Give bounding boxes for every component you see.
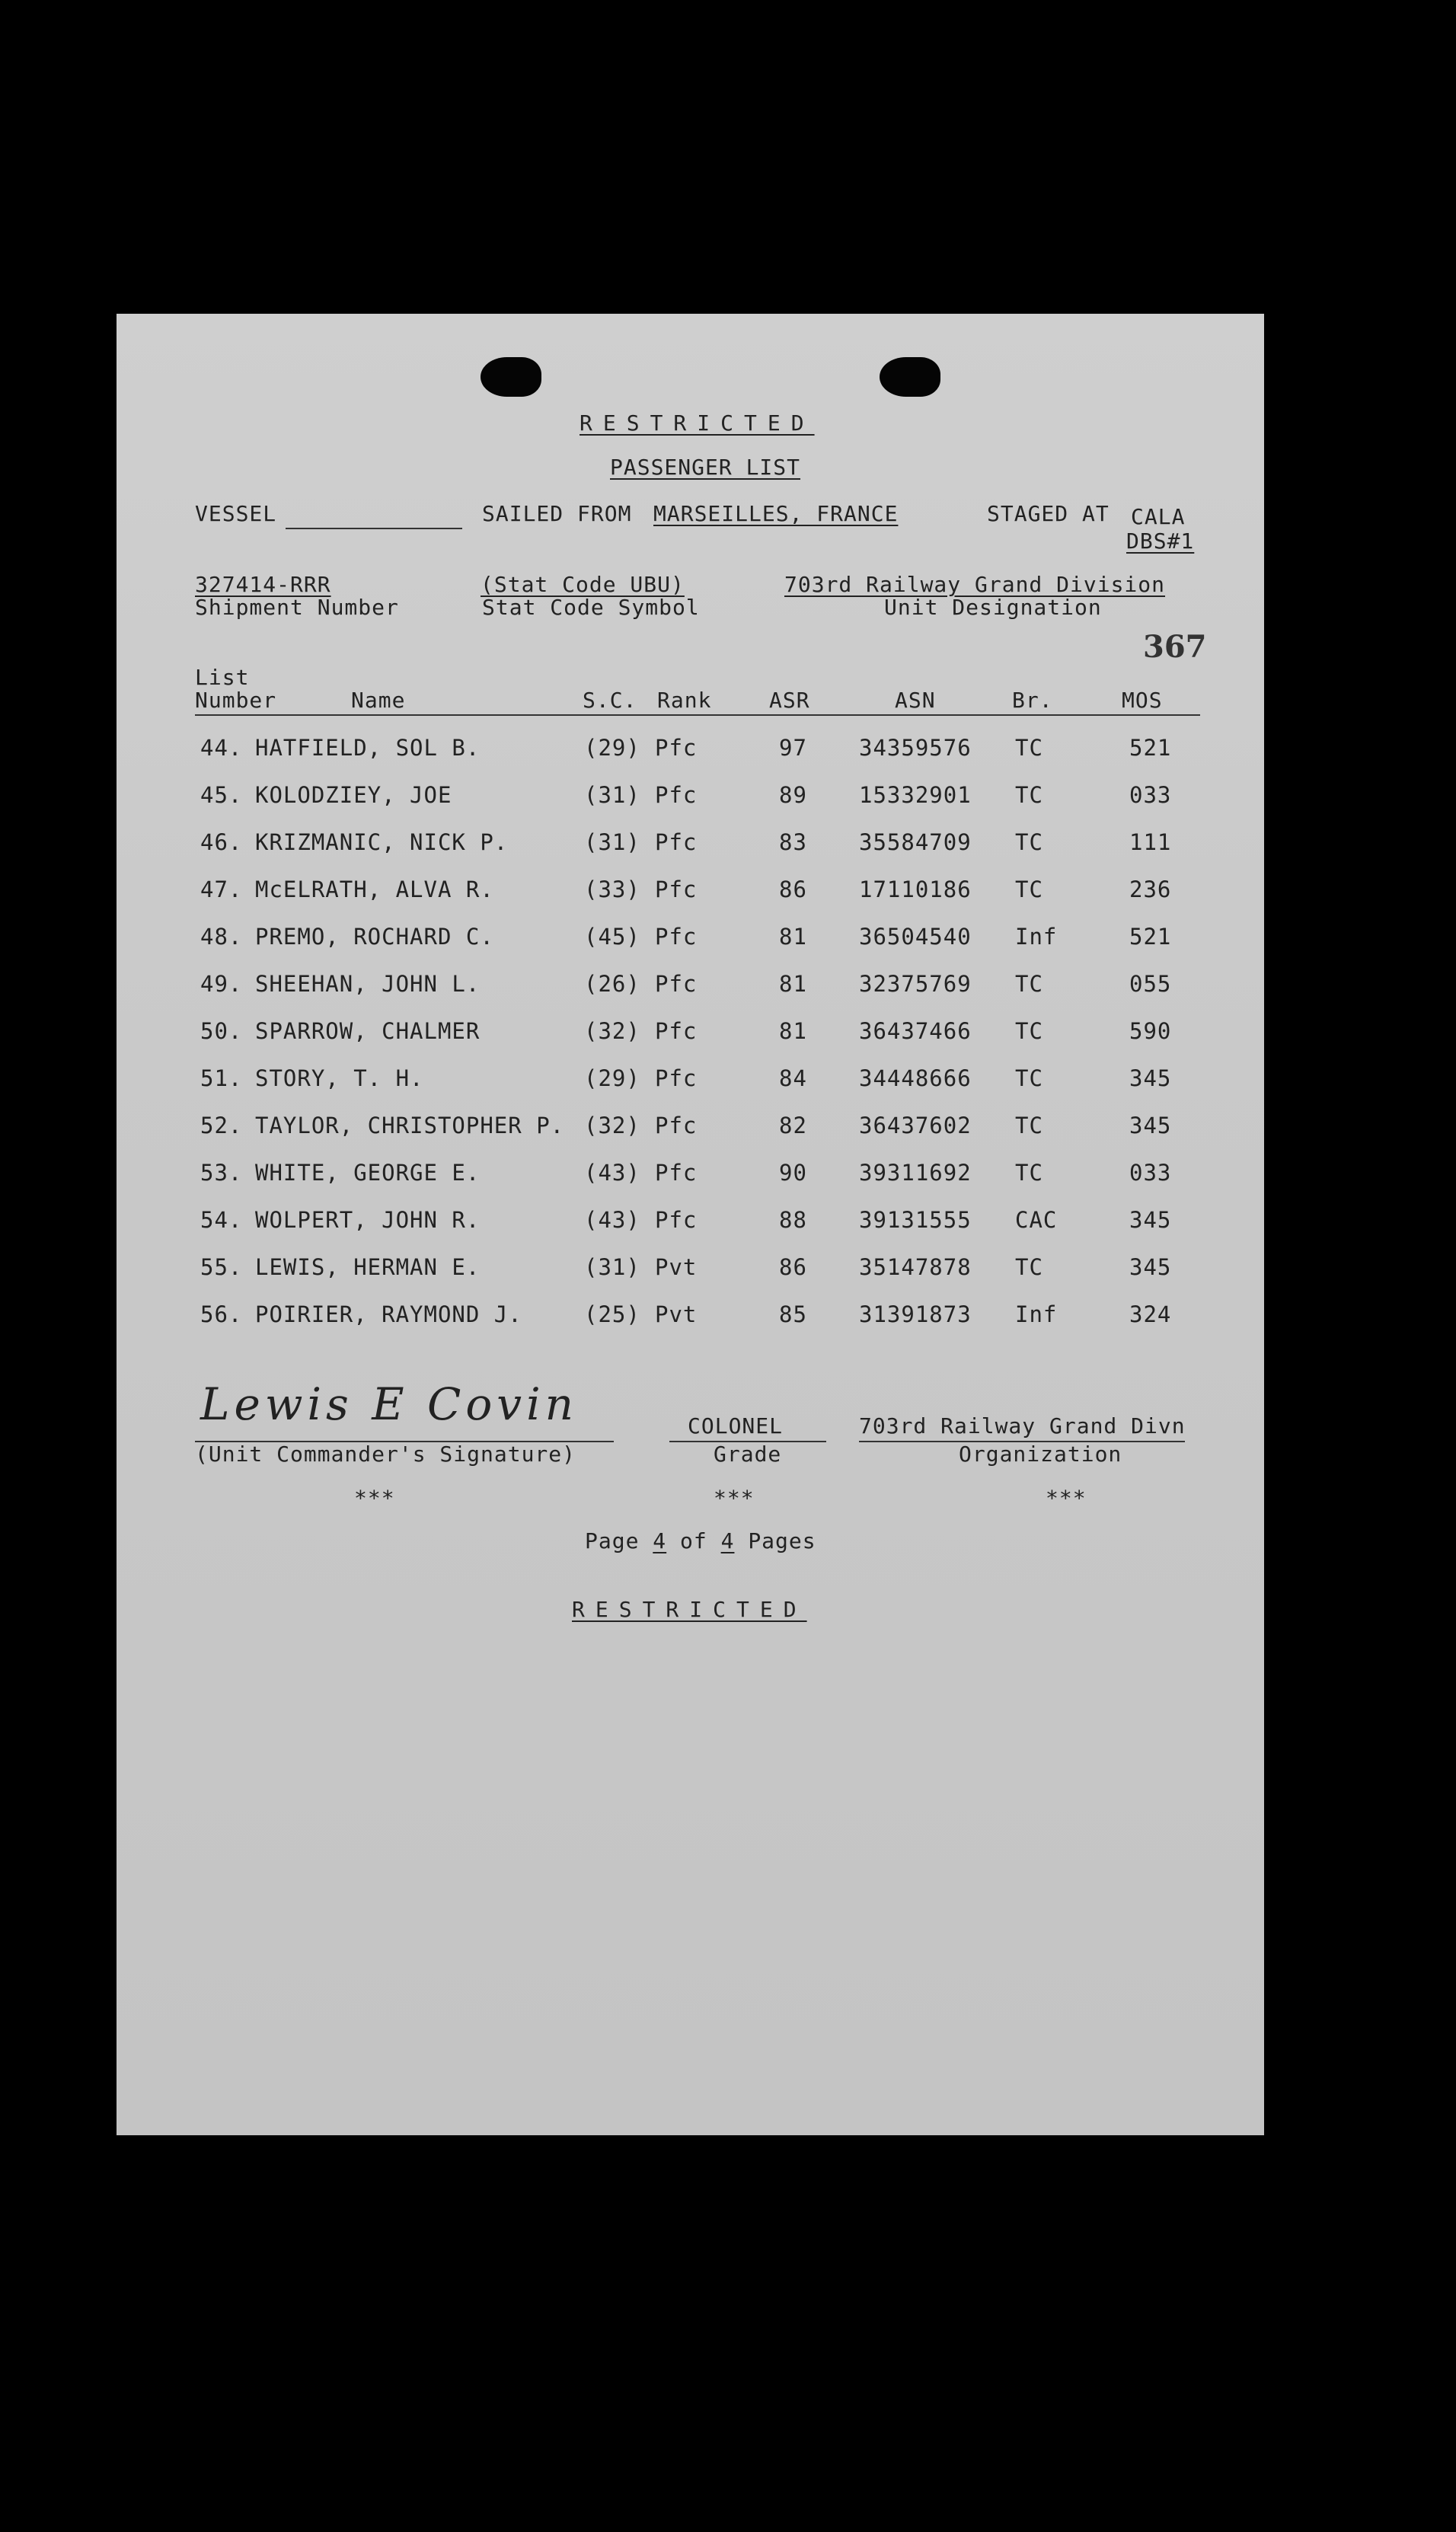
col-rank: Rank: [657, 688, 712, 713]
cell-list-number: 44.: [200, 735, 243, 761]
cell-br: TC: [1015, 1160, 1043, 1186]
cell-mos: 590: [1129, 1018, 1172, 1044]
restricted-header: RESTRICTED: [580, 410, 815, 436]
stars-right: ***: [1046, 1486, 1087, 1511]
cell-rank: Pfc: [655, 735, 698, 761]
page-current: 4: [653, 1528, 667, 1553]
page-suffix: Pages: [748, 1528, 816, 1553]
cell-br: TC: [1015, 782, 1043, 808]
cell-mos: 345: [1129, 1065, 1172, 1091]
cell-mos: 345: [1129, 1207, 1172, 1233]
staged-at-label: STAGED AT: [987, 501, 1110, 526]
cell-rank: Pfc: [655, 1065, 698, 1091]
cell-asn: 34359576: [859, 735, 972, 761]
unit-designation-label: Unit Designation: [884, 595, 1102, 620]
cell-asn: 36437466: [859, 1018, 972, 1044]
cell-asr: 84: [779, 1065, 807, 1091]
col-asr: ASR: [769, 688, 810, 713]
cell-rank: Pfc: [655, 971, 698, 997]
cell-asr: 86: [779, 1254, 807, 1280]
staged-at-value: CALA: [1131, 504, 1186, 529]
cell-list-number: 50.: [200, 1018, 243, 1044]
stars-left: ***: [354, 1486, 395, 1511]
cell-list-number: 45.: [200, 782, 243, 808]
cell-mos: 033: [1129, 1160, 1172, 1186]
cell-rank: Pvt: [655, 1254, 698, 1280]
cell-list-number: 47.: [200, 876, 243, 902]
cell-sc: (43): [584, 1160, 640, 1186]
table-row: [117, 1066, 1264, 1097]
cell-sc: (29): [584, 1065, 640, 1091]
cell-asn: 39311692: [859, 1160, 972, 1186]
cell-list-number: 53.: [200, 1160, 243, 1186]
cell-asn: 34448666: [859, 1065, 972, 1091]
cell-br: TC: [1015, 1113, 1043, 1138]
cell-br: TC: [1015, 735, 1043, 761]
cell-name: SPARROW, CHALMER: [255, 1018, 481, 1044]
grade-label: Grade: [714, 1442, 782, 1467]
cell-rank: Pfc: [655, 876, 698, 902]
document-page: [117, 314, 1264, 2135]
cell-mos: 236: [1129, 876, 1172, 902]
cell-list-number: 52.: [200, 1113, 243, 1138]
organization-label: Organization: [959, 1442, 1122, 1467]
cell-asr: 81: [779, 971, 807, 997]
table-row: [117, 877, 1264, 908]
cell-br: TC: [1015, 1065, 1043, 1091]
table-row: [117, 1113, 1264, 1144]
cell-asr: 83: [779, 829, 807, 855]
cell-asn: 15332901: [859, 782, 972, 808]
page-prefix: Page: [585, 1528, 640, 1553]
cell-name: TAYLOR, CHRISTOPHER P.: [255, 1113, 565, 1138]
cell-rank: Pfc: [655, 1160, 698, 1186]
document-title: PASSENGER LIST: [610, 455, 801, 480]
col-mos: MOS: [1122, 688, 1163, 713]
col-sc: S.C.: [583, 688, 637, 713]
unit-designation-value: 703rd Railway Grand Division: [784, 572, 1166, 597]
stars-center: ***: [714, 1486, 755, 1511]
cell-name: PREMO, ROCHARD C.: [255, 924, 494, 950]
cell-br: TC: [1015, 829, 1043, 855]
cell-rank: Pfc: [655, 829, 698, 855]
table-row: [117, 1255, 1264, 1285]
table-row: [117, 1161, 1264, 1191]
cell-asr: 85: [779, 1301, 807, 1327]
cell-asr: 97: [779, 735, 807, 761]
cell-list-number: 56.: [200, 1301, 243, 1327]
header-rule: [195, 714, 1200, 716]
organization-value: 703rd Railway Grand Divn: [859, 1413, 1186, 1438]
cell-rank: Pfc: [655, 924, 698, 950]
table-row: [117, 972, 1264, 1002]
col-list-number-line1: List: [195, 665, 250, 690]
cell-mos: 521: [1129, 924, 1172, 950]
cell-asn: 36504540: [859, 924, 972, 950]
cell-name: WHITE, GEORGE E.: [255, 1160, 481, 1186]
cell-asn: 35147878: [859, 1254, 972, 1280]
cell-mos: 033: [1129, 782, 1172, 808]
cell-asr: 82: [779, 1113, 807, 1138]
cell-asn: 35584709: [859, 829, 972, 855]
cell-asr: 81: [779, 924, 807, 950]
cell-rank: Pfc: [655, 1113, 698, 1138]
cell-asr: 88: [779, 1207, 807, 1233]
vessel-underline: [286, 528, 462, 529]
cell-mos: 111: [1129, 829, 1172, 855]
cell-mos: 345: [1129, 1254, 1172, 1280]
page-total: 4: [720, 1528, 735, 1553]
cell-sc: (43): [584, 1207, 640, 1233]
cell-asr: 86: [779, 876, 807, 902]
cell-name: HATFIELD, SOL B.: [255, 735, 481, 761]
restricted-footer: RESTRICTED: [572, 1597, 807, 1622]
stat-code-value: (Stat Code UBU): [481, 572, 685, 597]
shipment-number-value: 327414-RRR: [195, 572, 331, 597]
cell-list-number: 49.: [200, 971, 243, 997]
grade-value: COLONEL: [688, 1413, 784, 1438]
table-row: [117, 830, 1264, 860]
cell-name: KRIZMANIC, NICK P.: [255, 829, 509, 855]
cell-br: TC: [1015, 1018, 1043, 1044]
cell-name: POIRIER, RAYMOND J.: [255, 1301, 522, 1327]
table-row: [117, 1019, 1264, 1049]
stat-code-label: Stat Code Symbol: [482, 595, 700, 620]
sailed-from-value: MARSEILLES, FRANCE: [653, 501, 899, 526]
cell-br: Inf: [1015, 1301, 1058, 1327]
cell-mos: 324: [1129, 1301, 1172, 1327]
cell-asn: 36437602: [859, 1113, 972, 1138]
cell-sc: (31): [584, 1254, 640, 1280]
page-of: of: [680, 1528, 707, 1553]
table-row: [117, 1302, 1264, 1333]
stamped-page-number: 367: [1143, 629, 1207, 665]
cell-name: SHEEHAN, JOHN L.: [255, 971, 481, 997]
cell-br: CAC: [1015, 1207, 1058, 1233]
cell-rank: Pfc: [655, 782, 698, 808]
cell-list-number: 46.: [200, 829, 243, 855]
cell-sc: (31): [584, 829, 640, 855]
cell-br: TC: [1015, 971, 1043, 997]
col-list-number-line2: Number: [195, 688, 277, 713]
cell-br: TC: [1015, 876, 1043, 902]
shipment-number-label: Shipment Number: [195, 595, 399, 620]
cell-name: WOLPERT, JOHN R.: [255, 1207, 481, 1233]
table-row: [117, 924, 1264, 955]
col-br: Br.: [1012, 688, 1053, 713]
punch-hole-right: [880, 357, 940, 397]
cell-br: TC: [1015, 1254, 1043, 1280]
cell-sc: (25): [584, 1301, 640, 1327]
cell-name: KOLODZIEY, JOE: [255, 782, 452, 808]
cell-br: Inf: [1015, 924, 1058, 950]
cell-mos: 055: [1129, 971, 1172, 997]
cell-list-number: 51.: [200, 1065, 243, 1091]
cell-sc: (29): [584, 735, 640, 761]
cell-sc: (45): [584, 924, 640, 950]
cell-sc: (33): [584, 876, 640, 902]
cell-rank: Pfc: [655, 1207, 698, 1233]
cell-sc: (32): [584, 1018, 640, 1044]
cell-list-number: 48.: [200, 924, 243, 950]
table-row: [117, 736, 1264, 766]
page-indicator: [585, 1529, 816, 1553]
col-asn: ASN: [895, 688, 936, 713]
cell-name: McELRATH, ALVA R.: [255, 876, 494, 902]
cell-asn: 32375769: [859, 971, 972, 997]
cell-sc: (31): [584, 782, 640, 808]
commander-signature: Lewis E Covin: [200, 1378, 578, 1430]
table-row: [117, 1208, 1264, 1238]
cell-asn: 39131555: [859, 1207, 972, 1233]
cell-mos: 521: [1129, 735, 1172, 761]
col-name: Name: [351, 688, 406, 713]
cell-list-number: 54.: [200, 1207, 243, 1233]
cell-asr: 90: [779, 1160, 807, 1186]
table-row: [117, 783, 1264, 813]
sailed-from-label: SAILED FROM: [482, 501, 632, 526]
cell-asn: 31391873: [859, 1301, 972, 1327]
cell-asr: 81: [779, 1018, 807, 1044]
cell-name: LEWIS, HERMAN E.: [255, 1254, 481, 1280]
staged-at-value-line2: DBS#1: [1126, 528, 1195, 554]
punch-hole-left: [481, 357, 541, 397]
cell-sc: (26): [584, 971, 640, 997]
cell-rank: Pvt: [655, 1301, 698, 1327]
vessel-label: VESSEL: [195, 501, 277, 526]
cell-asn: 17110186: [859, 876, 972, 902]
cell-mos: 345: [1129, 1113, 1172, 1138]
cell-name: STORY, T. H.: [255, 1065, 424, 1091]
signature-label: (Unit Commander's Signature): [195, 1442, 576, 1467]
cell-asr: 89: [779, 782, 807, 808]
cell-rank: Pfc: [655, 1018, 698, 1044]
cell-list-number: 55.: [200, 1254, 243, 1280]
cell-sc: (32): [584, 1113, 640, 1138]
